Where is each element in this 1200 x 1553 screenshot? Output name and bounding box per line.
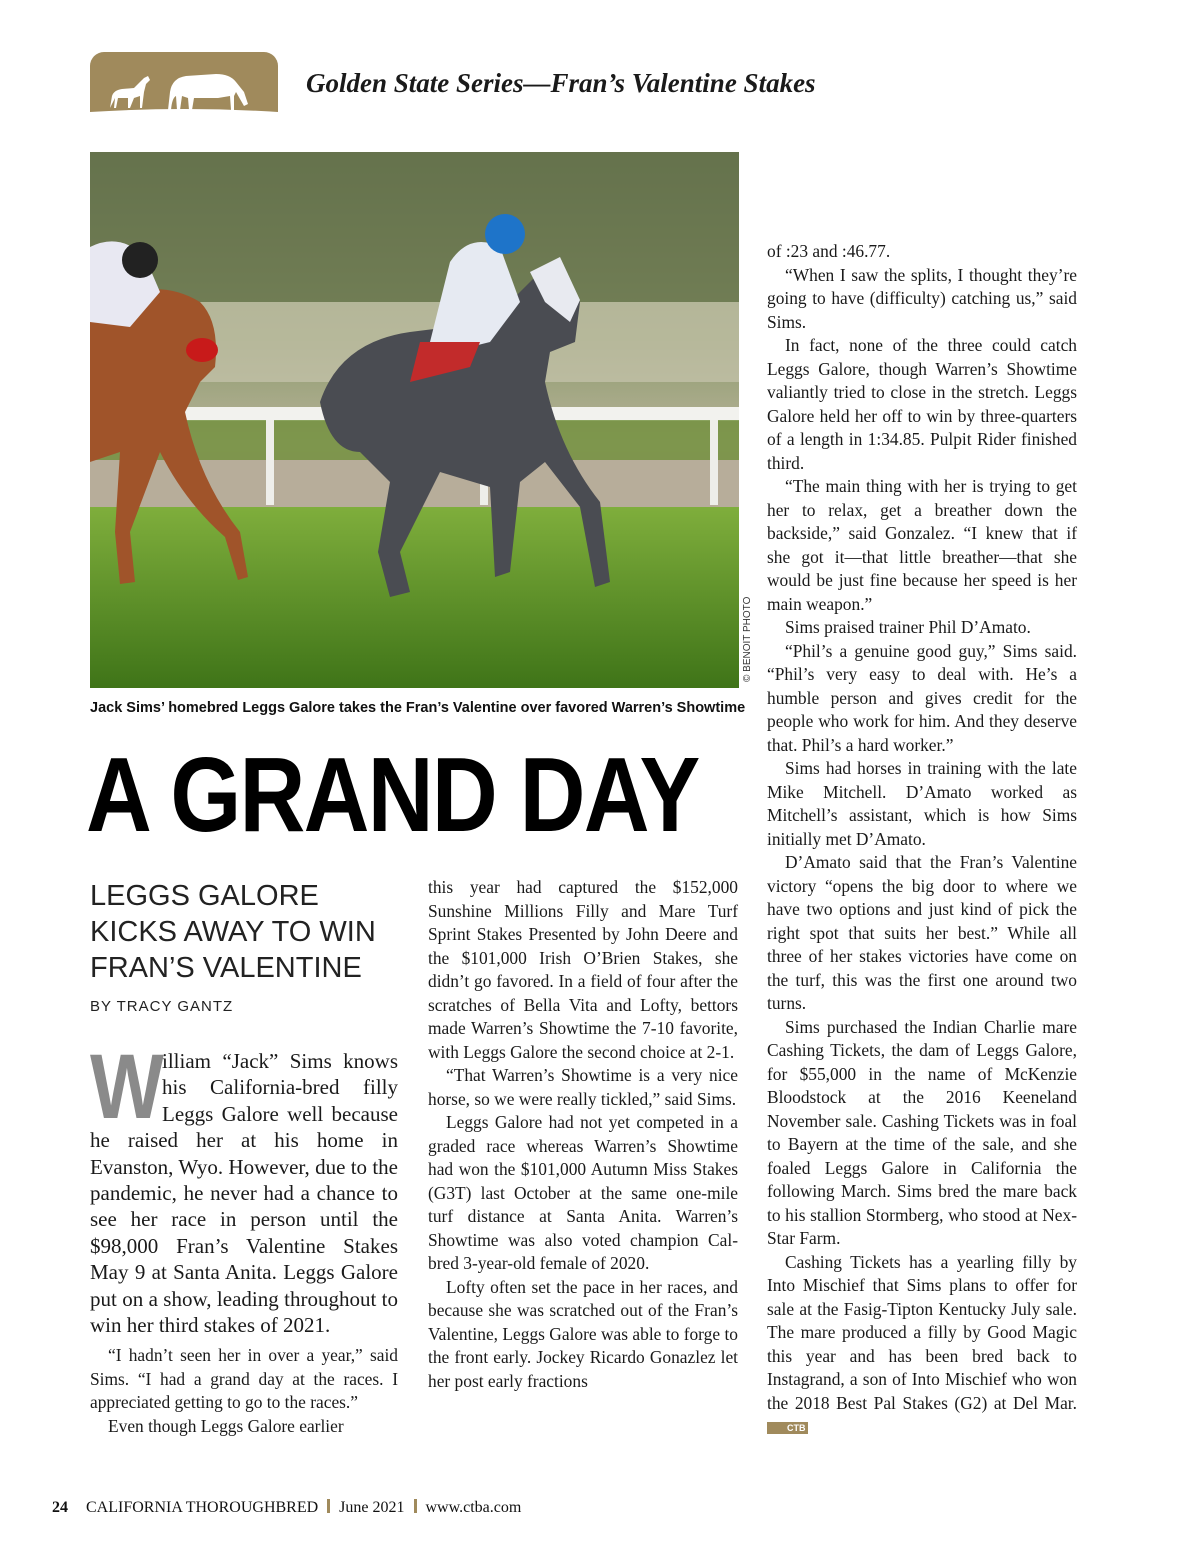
paragraph: In fact, none of the three could catch Leggs Galore, though Warren’s Showtime valiantly tried to close in the stretch. Leggs Galore held her off to win by three-quarters of a length in 1:34.85. Pulpit Rider finished third.	[767, 335, 1077, 473]
deck	[90, 878, 410, 986]
paragraph: this year had captured the $152,000 Sunshine Millions Filly and Mare Turf Sprint Stakes Presented by John Deere and the $101,000 Irish O’Brien Stakes, she didn’t go favored. In a field of four after the scratches of Bella Vita and Lofty, bettors made Warren’s Showtime the 7-10 favorite, with Leggs Galore the second choice at 2-1.	[428, 877, 738, 1062]
paragraph: “Phil’s a genuine good guy,” Sims said. “Phil’s very easy to deal with. He’s a humble person and gives credit for the people who work for him. And they deserve that. Phil’s a hard worker.”	[767, 640, 1077, 755]
separator	[327, 1499, 330, 1513]
headline: A GRAND DAY	[86, 736, 699, 854]
paragraph: “When I saw the splits, I thought they’re going to have (difficulty) catching us,” said Sims.	[767, 264, 1077, 332]
separator	[414, 1499, 417, 1513]
deck-line: LEGGS GALORE	[90, 880, 319, 912]
page-number: 24	[52, 1499, 68, 1516]
deck-line: FRAN’S VALENTINE	[90, 952, 362, 984]
photo-caption: Jack Sims’ homebred Leggs Galore takes the Fran’s Valentine over favored Warren’s Showtime	[90, 700, 746, 716]
horses-logo-icon	[90, 52, 278, 118]
issue-date: June 2021	[339, 1499, 405, 1516]
paragraph: D’Amato said that the Fran’s Valentine victory “opens the big door to where we have two options and just kind of pick the right spot that suits her best.” While all three of her stakes victories have come on the turf, this was the first one around two turns.	[767, 852, 1077, 1013]
ctb-end-mark: CTB	[767, 1422, 808, 1434]
paragraph: Sims had horses in training with the late Mike Mitchell. D’Amato worked as Mitchell’s assistant, which is how Sims initially met D’Amato.	[767, 758, 1077, 849]
publication-name: CALIFORNIA THOROUGHBRED	[86, 1499, 319, 1516]
paragraph: “The main thing with her is trying to get her to relax, get a breather down the backside,” said Gonzalez. “I knew that if she got it—that little breather—that she would be just fine because her speed is her main weapon.”	[767, 476, 1077, 614]
deck-line: KICKS AWAY TO WIN	[90, 916, 376, 948]
lede-paragraph: W illiam “Jack” Sims knows his California-bred filly Leggs Galore well because he raised her at his home in Evanston, Wyo. However, due to the pandemic, he never had a chance to see her race in person until the $98,000 Fran’s Valentine Stakes May 9 at Santa Anita. Leggs Galore put on a show, leading throughout to win her third stakes of 2021.	[90, 1036, 398, 1338]
article-column-3	[767, 240, 1077, 1439]
drop-cap: W	[90, 1036, 164, 1138]
race-photo	[90, 152, 739, 688]
paragraph: Sims purchased the Indian Charlie mare Cashing Tickets, the dam of Leggs Galore, for $55,000 in the name of McKenzie Bloodstock at the 2016 Keeneland November sale. Cashing Tickets was in foal to Bayern at the time of the sale, and she foaled Leggs Galore in California the following March. Sims bred the mare back to his stallion Stormberg, who stood at Nex-Star Farm.	[767, 1016, 1077, 1248]
paragraph: Leggs Galore had not yet competed in a graded race whereas Warren’s Showtime had won the $101,000 Autumn Miss Stakes (G3T) last October at the same one-mile turf distance at Santa Anita. Warren’s Showtime was also voted champion Cal-bred 3-year-old female of 2020.	[428, 1112, 738, 1273]
page-footer	[52, 1499, 521, 1517]
article-column-2	[428, 876, 738, 1393]
paragraph: Sims praised trainer Phil D’Amato.	[785, 617, 1031, 637]
paragraph: of :23 and :46.77.	[767, 241, 891, 261]
article-column-1	[90, 1036, 398, 1438]
byline: BY TRACY GANTZ	[90, 998, 234, 1015]
paragraph: Even though Leggs Galore earlier	[108, 1415, 344, 1436]
website-link[interactable]: www.ctba.com	[425, 1499, 522, 1516]
series-title: Golden State Series—Fran’s Valentine Stakes	[306, 68, 816, 98]
paragraph: “I hadn’t seen her in over a year,” said Sims. “I had a grand day at the races. I appreciated getting to go to the races.”	[90, 1345, 398, 1413]
paragraph: Cashing Tickets has a yearling filly by Into Mischief that Sims plans to offer for sale at the Fasig-Tipton Kentucky July sale. The mare produced a filly by Good Magic this year and has been bred back to Instagrand, a son of Into Mischief who won the 2018 Best Pal Stakes (G2) at Del Mar. CTB	[767, 1251, 1077, 1433]
paragraph: “That Warren’s Showtime is a very nice horse, so we were really tickled,” said Sims.	[428, 1065, 738, 1109]
photo-credit: © BENOIT PHOTO	[742, 596, 753, 682]
paragraph: Lofty often set the pace in her races, and because she was scratched out of the Fran’s Valentine, Leggs Galore was able to forge to the front early. Jockey Ricardo Gonazlez let her post early fractions	[428, 1276, 738, 1391]
